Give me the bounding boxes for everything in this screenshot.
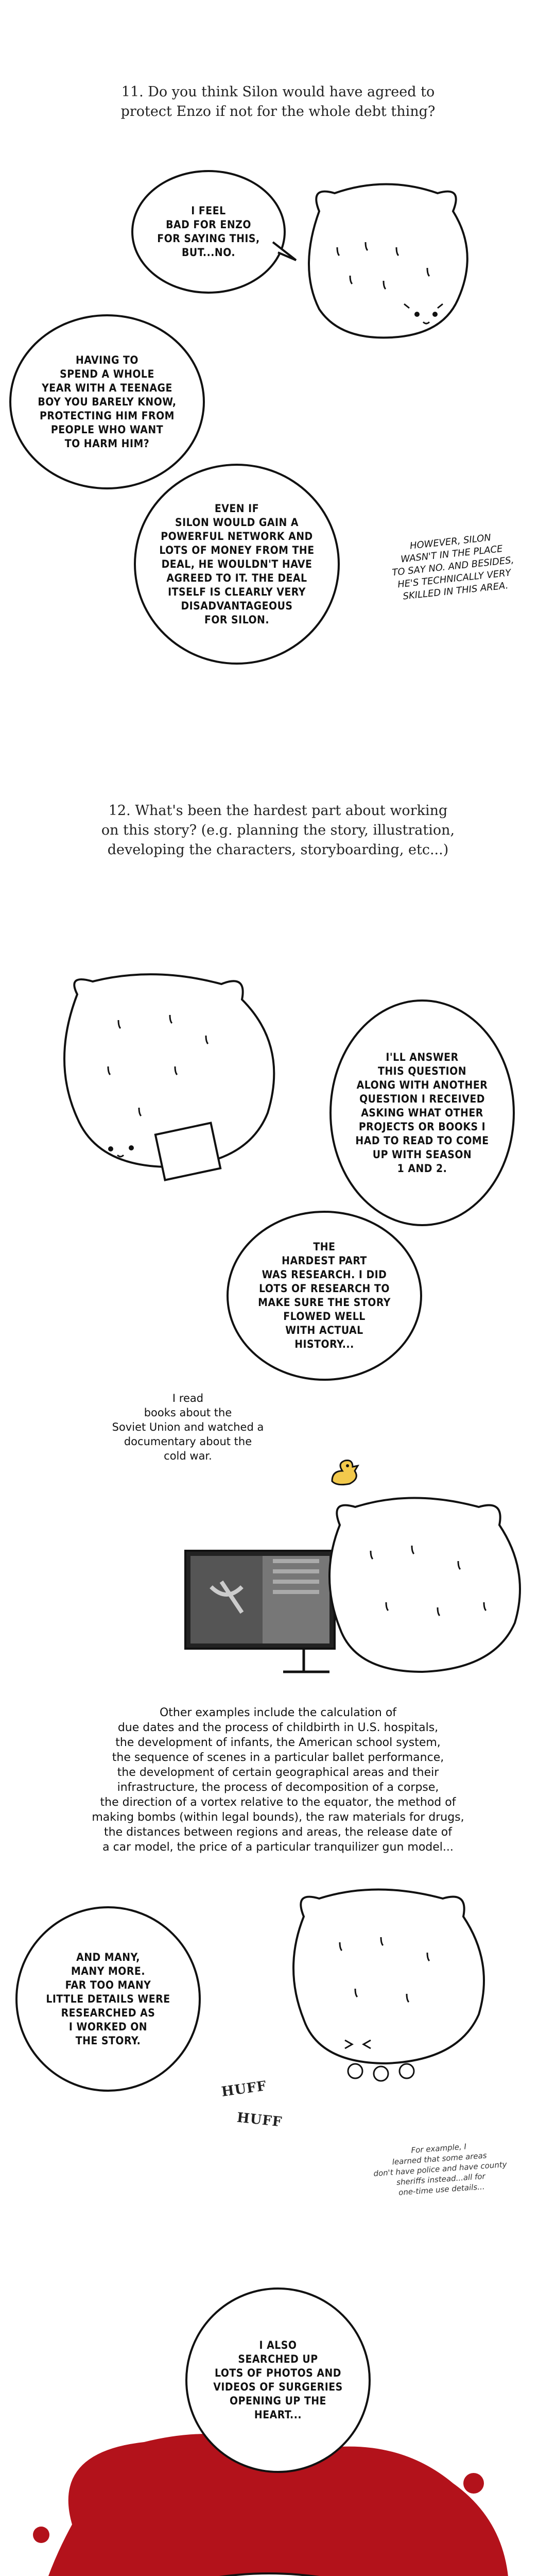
hamster-character [309, 1484, 541, 1690]
speech-bubble: THE HARDEST PART WAS RESEARCH. I DID LOTS OF RESEARCH TO MAKE SURE THE STORY FLOWED WELL WITH ACTUAL HISTORY... [227, 1211, 422, 1381]
hamster-character [273, 1875, 505, 2092]
speech-bubble: AND MANY, MANY MORE. FAR TOO MANY LITTLE DETAILS WERE RESEARCHED AS I WORKED ON THE STORY. [15, 1906, 201, 2092]
speech-bubble: HAVING TO SPEND A WHOLE YEAR WITH A TEENAGE BOY YOU BARELY KNOW, PROTECTING HIM FROM PEOPLE WHO WANT TO HARM HIM? [9, 314, 205, 489]
speech-bubble: EVEN IF SILON WOULD GAIN A POWERFUL NETWORK AND LOTS OF MONEY FROM THE DEAL, HE WOULDN'T HAVE AGREED TO IT. THE DEAL ITSELF IS CLEARLY VERY DISADVANTAGEOUS FOR SILON. [134, 464, 340, 665]
small-note: For example, I learned that some areas don't have police and have county sheriffs instead...all for one-time use details... [373, 2142, 508, 2197]
aside-note: HOWEVER, SILON WASN'T IN THE PLACE TO SAY NO. AND BESIDES, HE'S TECHNICALLY VERY SKILLED IN THIS AREA. [391, 532, 515, 602]
read-note: I read books about the Soviet Union and watched a documentary about the cold war. [112, 1392, 264, 1462]
hamster-character [41, 963, 309, 1190]
question-11: 11. Do you think Silon would have agreed to protect Enzo if not for the whole debt thing? [120, 84, 436, 120]
question-12: 12. What's been the hardest part about working on this story? (e.g. planning the story, illustration, developing the characters, storyboarding, etc...) [101, 803, 455, 858]
speech-bubble: I ALSO SEARCHED UP LOTS OF PHOTOS AND VIDEOS OF SURGERIES OPENING UP THE HEART... [185, 2287, 371, 2473]
speech-bubble: I'LL ANSWER THIS QUESTION ALONG WITH ANOTHER QUESTION I RECEIVED ASKING WHAT OTHER PROJECTS OR BOOKS I HAD TO READ TO COME UP WITH SEASON 1 AND 2. [329, 999, 515, 1226]
sfx-huff: HUFF [236, 2110, 283, 2130]
hamster-character [113, 2555, 432, 2576]
speech-bubble: I FEEL BAD FOR ENZO FOR SAYING THIS, BUT...NO. [131, 170, 286, 294]
sfx-huff: HUFF [220, 2078, 268, 2100]
examples-text: Other examples include the calculation of due dates and the process of childbirth in U.S. hospitals, the development of infants, the American school system, the sequence of scenes in a particular ballet performance, the development of certain geographical areas and their infrastructure, the process of decomposition of a corpse, the direction of a vortex relative to the equator, the method of making bombs (within legal bounds), the raw materials for drugs, the distances between regions and areas, the release date of a car model, the price of a particular tranquilizer gun model... [92, 1706, 464, 1854]
hamster-character [288, 165, 484, 355]
